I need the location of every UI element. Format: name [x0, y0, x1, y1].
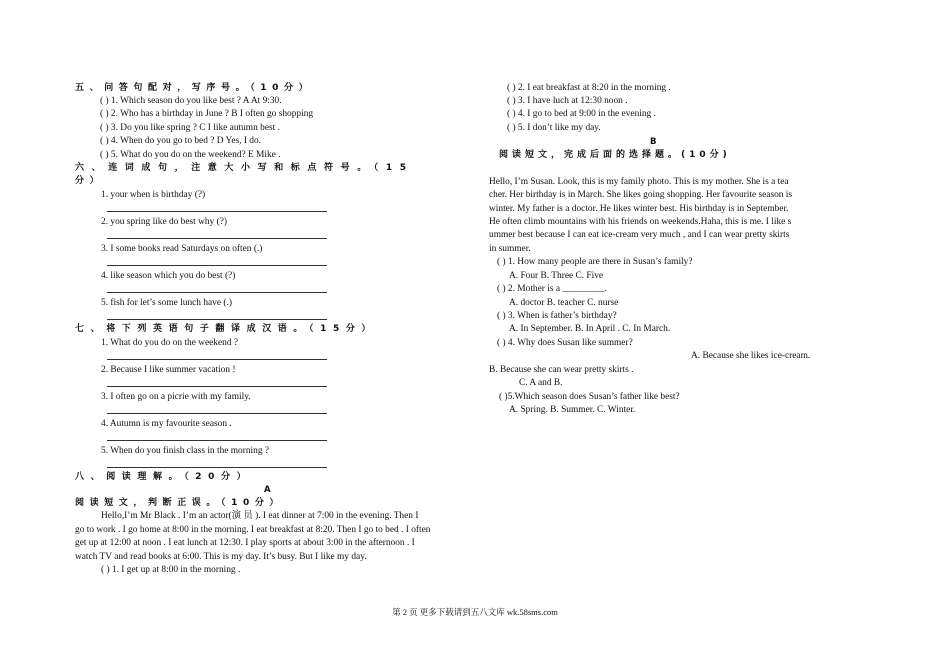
- section5-title: 五、问答句配对，写序号。（10分）: [75, 83, 314, 93]
- part-a-instruction: 阅读短文，判断正误。（10分）: [75, 498, 285, 508]
- question-3: ( ) 3. When is father’s birthday?: [497, 311, 617, 321]
- answer-line-7-5: [107, 467, 327, 468]
- answer-line-7-2: [107, 386, 327, 387]
- true-false-item-3: ( ) 3. I have luch at 12:30 noon .: [507, 96, 628, 106]
- section6-title-line1: 六、连词成句，注意大小写和标点符号。（15: [75, 163, 414, 173]
- answer-line-6-3: [107, 265, 327, 266]
- translate-item-2: 2. Because I like summer vacation !: [101, 365, 236, 375]
- question-2: ( ) 2. Mother is a _________.: [497, 284, 607, 294]
- page-footer: 第 2 页 更多下载请到五八文库 wk.58sms.com: [392, 607, 558, 617]
- section6-title-line2: 分）: [75, 176, 105, 186]
- part-b-instruction: 阅读短文，完成后面的选择题。(10分): [499, 150, 731, 160]
- translate-item-4: 4. Autumn is my favourite season .: [101, 419, 232, 429]
- section8-title: 八、阅读理解。（20分）: [75, 472, 253, 482]
- question-4-option-c: C. A and B.: [519, 378, 563, 388]
- sentence-item-4: 4. like season which you do best (?): [101, 271, 236, 281]
- question-1: ( ) 1. How many people are there in Susan’s family?: [497, 257, 693, 267]
- true-false-item-1: ( ) 1. I get up at 8:00 in the morning .: [101, 565, 241, 575]
- question-4: ( ) 4. Why does Susan like summer?: [497, 338, 633, 348]
- answer-line-6-4: [107, 292, 327, 293]
- true-false-item-4: ( ) 4. I go to bed at 9:00 in the evening .: [507, 109, 656, 119]
- answer-line-7-3: [107, 413, 327, 414]
- question-5: ( )5.Which season does Susan’s father like best?: [499, 392, 680, 402]
- match-item-5: ( ) 5. What do you do on the weekend? E Mike .: [100, 150, 281, 160]
- question-4-option-a: A. Because she likes ice-cream.: [691, 351, 811, 361]
- passage-a-line-4: watch TV and read books at 6:00. This is my day. It’s busy. But I like my day.: [75, 552, 367, 562]
- answer-line-7-1: [107, 359, 327, 360]
- passage-b-line-2: cher. Her birthday is in March. She likes going shopping. Her favourite season is: [489, 190, 793, 200]
- question-4-option-b: B. Because she can wear pretty skirts .: [489, 365, 634, 375]
- passage-b-line-6: in summer.: [489, 244, 531, 254]
- answer-line-7-4: [107, 440, 327, 441]
- passage-b-line-4: He often climb mountains with his friends on weekends.Haha, this is me. I like s: [489, 217, 792, 227]
- answer-line-6-5: [107, 319, 327, 320]
- question-1-options: A. Four B. Three C. Five: [509, 271, 604, 281]
- passage-a-line-1: Hello,I’m Mr Black . I’m an actor(演 员 ). I eat dinner at 7:00 in the evening. Then I: [101, 511, 419, 521]
- translate-item-5: 5. When do you finish class in the morning ?: [101, 446, 270, 456]
- sentence-item-3: 3. I some books read Saturdays on often (.): [101, 244, 263, 254]
- part-a-label: A: [264, 485, 271, 495]
- sentence-item-5: 5. fish for let’s some lunch have (.): [101, 298, 232, 308]
- question-3-options: A. In September. B. In April . C. In March.: [509, 324, 671, 334]
- match-item-4: ( ) 4. When do you go to bed ? D Yes, I do.: [100, 136, 262, 146]
- answer-line-6-1: [107, 211, 327, 212]
- passage-b-line-1: Hello, I’m Susan. Look, this is my family photo. This is my mother. She is a tea: [489, 177, 789, 187]
- passage-a-line-2: go to work . I go home at 8:00 in the morning. I eat breakfast at 8:20. Then I go to bed . I often: [75, 525, 431, 535]
- sentence-item-1: 1. your when is birthday (?): [101, 190, 206, 200]
- passage-b-line-5: ummer best because I can eat ice-cream very much , and I can wear pretty skirts: [489, 230, 790, 240]
- translate-item-1: 1. What do you do on the weekend ?: [101, 338, 239, 348]
- section7-title: 七、将下列英语句子翻译成汉语。（15分）: [75, 324, 378, 334]
- translate-item-3: 3. I often go on a picrie with my family.: [101, 392, 251, 402]
- answer-line-6-2: [107, 238, 327, 239]
- passage-b-line-3: winter. My father is a doctor. He likes winter best. His birthday is in September.: [489, 204, 789, 214]
- true-false-item-2: ( ) 2. I eat breakfast at 8:20 in the morning .: [507, 83, 671, 93]
- match-item-2: ( ) 2. Who has a birthday in June ? B I often go shopping: [100, 109, 314, 119]
- part-b-label: B: [650, 137, 657, 147]
- passage-a-line-3: get up at 12:00 at noon . I eat lunch at 12:30. I play sports at about 3:00 in the afternoon . I: [75, 538, 415, 548]
- match-item-3: ( ) 3. Do you like spring ? C I like autumn best .: [100, 123, 280, 133]
- question-5-options: A. Spring. B. Summer. C. Winter.: [509, 405, 636, 415]
- sentence-item-2: 2. you spring like do best why (?): [101, 217, 228, 227]
- true-false-item-5: ( ) 5. I don’t like my day.: [507, 123, 601, 133]
- question-2-options: A. doctor B. teacher C. nurse: [509, 298, 619, 308]
- match-item-1: ( ) 1. Which season do you like best ? A At 9:30.: [100, 96, 282, 106]
